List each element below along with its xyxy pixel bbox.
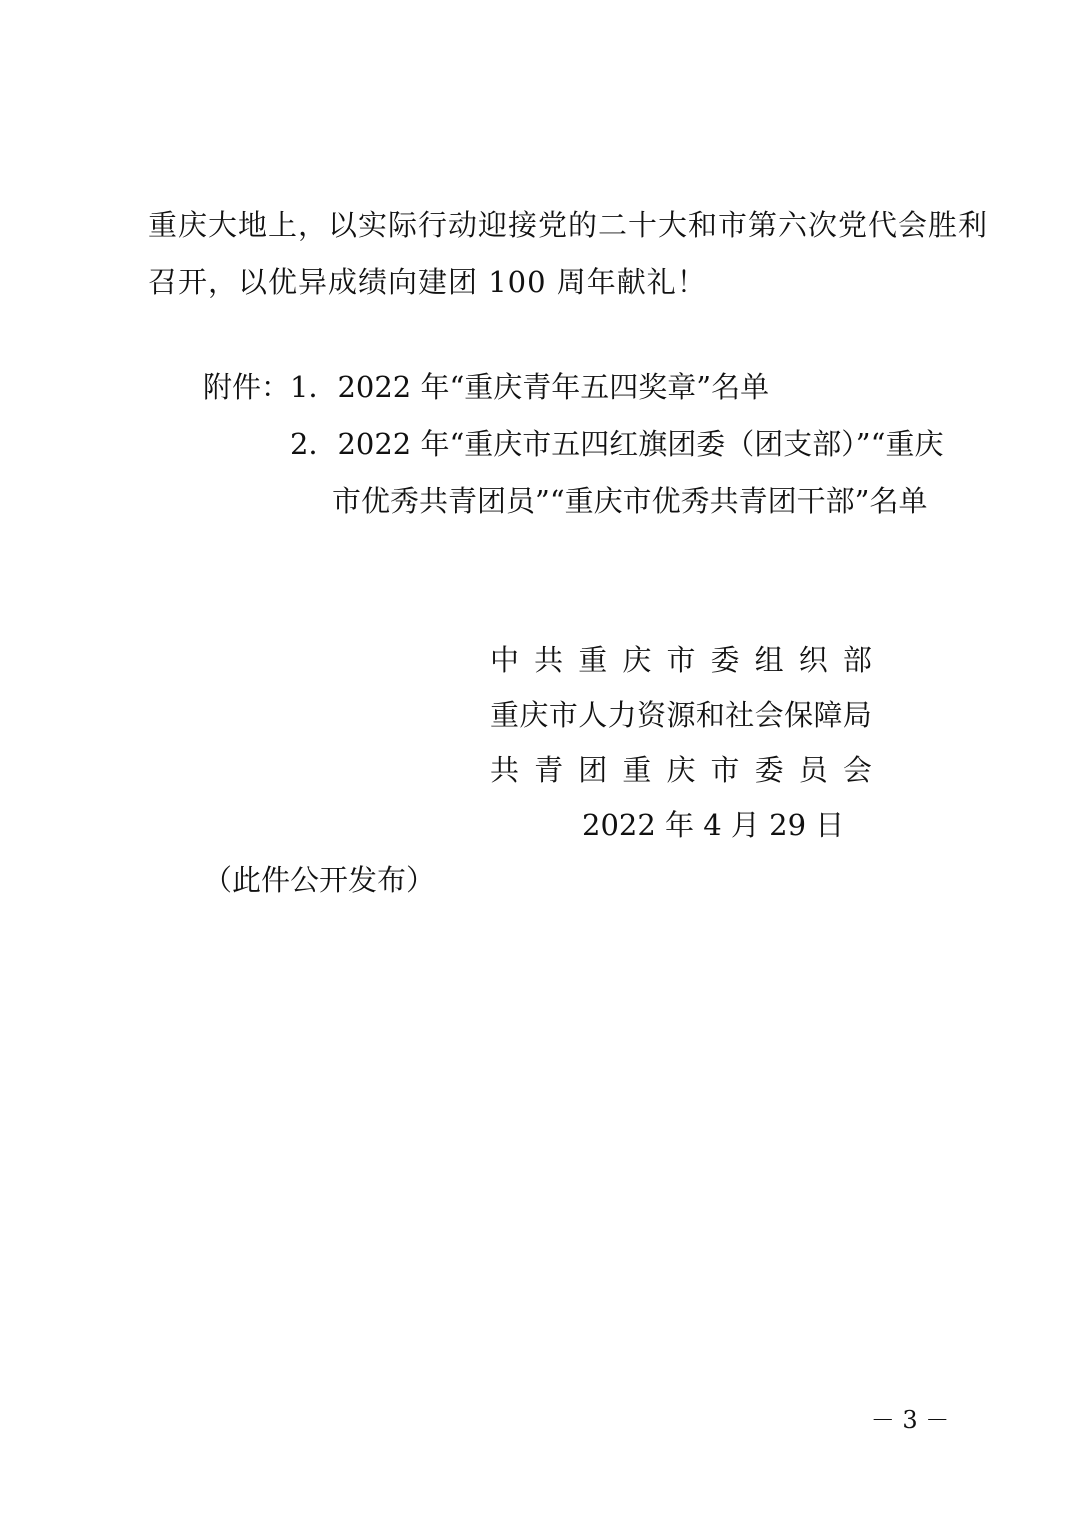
publication-note: （此件公开发布） <box>203 863 436 897</box>
attachment-item-1: 1．2022 年“重庆青年五四奖章”名单 <box>290 370 770 404</box>
signature-org-3: 共 青 团 重 庆 市 委 员 会 <box>490 753 872 787</box>
attachment-item-2-line-1: 2．2022 年“重庆市五四红旗团委（团支部）”“重庆 <box>290 427 944 461</box>
body-text-line-1: 重庆大地上，以实际行动迎接党的二十大和市第六次党代会胜利 <box>148 208 989 242</box>
attachment-item-2-line-2: 市优秀共青团员”“重庆市优秀共青团干部”名单 <box>332 484 928 518</box>
signature-org-2: 重 庆 市 人 力 资 源 和 社 会 保 障 局 <box>490 698 872 732</box>
signature-org-1: 中 共 重 庆 市 委 组 织 部 <box>490 643 872 677</box>
attachments-label: 附件： <box>203 370 291 404</box>
page-number: － 3 － <box>870 1406 950 1434</box>
body-text-line-2: 召开，以优异成绩向建团 100 周年献礼！ <box>148 265 707 299</box>
signature-date: 2022 年 4 月 29 日 <box>582 808 845 842</box>
